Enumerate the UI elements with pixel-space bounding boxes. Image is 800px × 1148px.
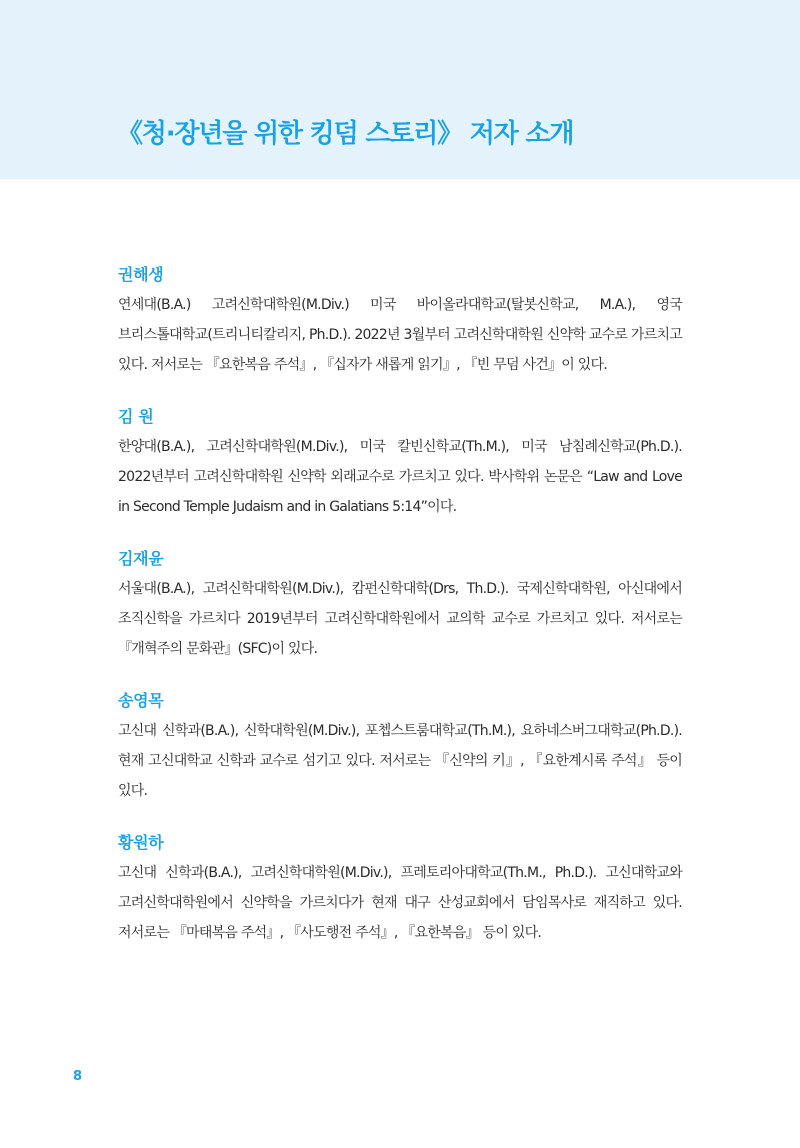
author-bio: 서울대(B.A.), 고려신학대학원(M.Div.), 캄펀신학대학(Drs, Th.D.). 국제신학대학원, 아신대에서 조직신학을 가르치다 2019년부터 고려신학대학원에서 교의학 교수로 가르치고 있다. 저서로는 『개혁주의 문화관』(SFC)이 있다. — [118, 581, 682, 657]
author-bio: 연세대(B.A.) 고려신학대학원(M.Div.) 미국 바이올라대학교(탈봇신학교, M.A.), 영국 브리스톨대학교(트리니티칼리지, Ph.D.). 2022년 3월부터 고려신학대학원 신약학 교수로 가르치고 있다. 저서로는 『요한복음 주석』, 『십자가 새롭게 읽기』, 『빈 무덤 사건』이 있다. — [118, 297, 682, 373]
author-entry — [118, 689, 682, 806]
author-name: 송영목 — [118, 691, 164, 710]
author-entry — [118, 405, 682, 522]
author-name: 권해생 — [118, 265, 164, 284]
author-list — [118, 263, 682, 973]
author-bio: 한양대(B.A.), 고려신학대학원(M.Div.), 미국 칼빈신학교(Th.M.), 미국 남침례신학교(Ph.D.). 2022년부터 고려신학대학원 신약학 외래교수로 가르치고 있다. 박사학위 논문은 “Law and Love in Second Temple Judaism and in Galatians 5:14”이다. — [118, 439, 682, 515]
author-name: 김 원 — [118, 407, 154, 426]
header-band — [0, 0, 800, 179]
author-entry — [118, 547, 682, 664]
author-bio: 고신대 신학과(B.A.), 신학대학원(M.Div.), 포쳅스트룸대학교(Th.M.), 요하네스버그대학교(Ph.D.). 현재 고신대학교 신학과 교수로 섬기고 있다. 저서로는 『신약의 키』, 『요한계시록 주석』 등이 있다. — [118, 723, 682, 799]
author-entry — [118, 831, 682, 948]
author-entry — [118, 263, 682, 380]
author-bio: 고신대 신학과(B.A.), 고려신학대학원(M.Div.), 프레토리아대학교(Th.M., Ph.D.). 고신대학교와 고려신학대학원에서 신약학을 가르치다가 현재 대구 산성교회에서 담임목사로 재직하고 있다. 저서로는 『마태복음 주석』, 『사도행전 주석』, 『요한복음』 등이 있다. — [118, 865, 682, 941]
page-number: 8 — [73, 1069, 83, 1084]
author-name: 김재윤 — [118, 549, 164, 568]
page-title: 《청·장년을 위한 킹덤 스토리》 저자 소개 — [117, 119, 574, 149]
author-name: 황원하 — [118, 833, 164, 852]
